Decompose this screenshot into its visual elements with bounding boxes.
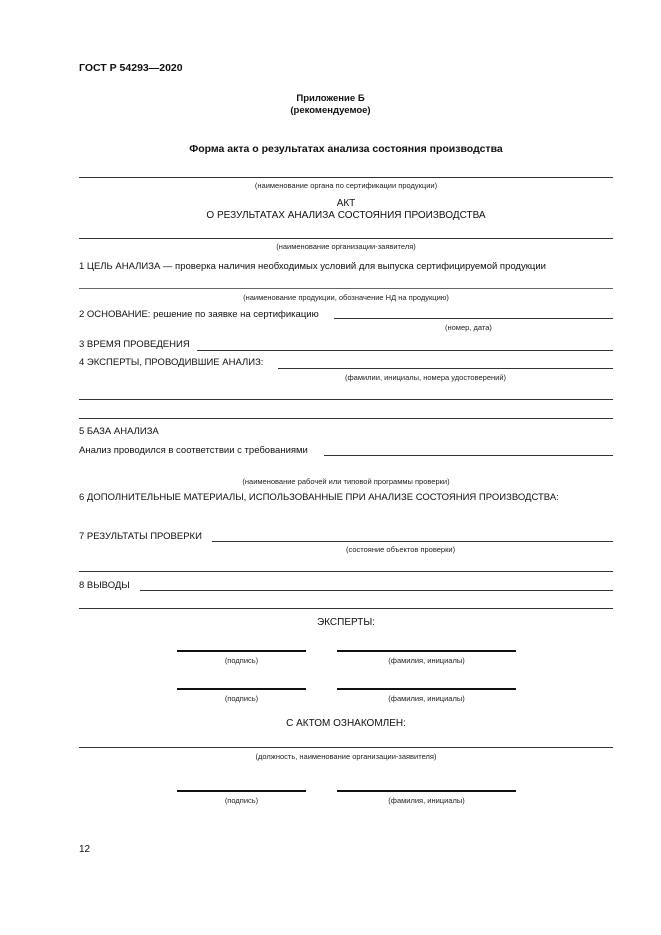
acquainted-heading: С АКТОМ ОЗНАКОМЛЕН: — [286, 718, 406, 729]
product-caption: (наименование продукции, обозначение НД на продукцию) — [243, 293, 449, 302]
position-org-caption: (должность, наименование организации-заявителя) — [255, 752, 437, 761]
time-line — [197, 350, 613, 351]
requirements-line — [324, 455, 613, 456]
signature-caption-1: (подпись) — [224, 656, 259, 665]
signature-caption-3: (подпись) — [224, 796, 259, 805]
act-subtitle: О РЕЗУЛЬТАТАХ АНАЛИЗА СОСТОЯНИЯ ПРОИЗВОДСТВА — [206, 210, 486, 221]
objects-state-caption: (состояние объектов проверки) — [346, 545, 456, 554]
program-caption: (наименование рабочей или типовой программы проверки) — [242, 477, 450, 486]
results-extra-line — [79, 571, 613, 572]
experts-line — [278, 368, 613, 369]
cert-body-caption: (наименование органа по сертификации продукции) — [254, 181, 438, 190]
appendix-subtitle: (рекомендуемое) — [290, 105, 371, 116]
signature-line-3 — [177, 790, 306, 792]
position-line — [79, 747, 613, 748]
experts-extra-line-2 — [79, 418, 613, 419]
section-8-label: 8 ВЫВОДЫ — [79, 580, 130, 591]
results-line — [212, 541, 613, 542]
section-7-label: 7 РЕЗУЛЬТАТЫ ПРОВЕРКИ — [79, 531, 202, 542]
section-5-text: Анализ проводился в соответствии с требованиями — [79, 445, 308, 456]
section-6-label: 6 ДОПОЛНИТЕЛЬНЫЕ МАТЕРИАЛЫ, ИСПОЛЬЗОВАННЫЕ ПРИ АНАЛИЗЕ СОСТОЯНИЯ ПРОИЗВОДСТВА: — [79, 492, 559, 503]
appendix-title: Приложение Б — [296, 93, 365, 104]
signature-caption-2: (подпись) — [224, 694, 259, 703]
name-caption-3: (фамилия, инициалы) — [388, 796, 465, 805]
signature-line-2 — [177, 688, 306, 690]
section-4-label: 4 ЭКСПЕРТЫ, ПРОВОДИВШИЕ АНАЛИЗ: — [79, 357, 264, 368]
name-line-1 — [337, 650, 516, 652]
name-caption-1: (фамилия, инициалы) — [388, 656, 465, 665]
basis-line — [334, 318, 613, 319]
org-caption: (наименование организации-заявителя) — [276, 242, 416, 251]
experts-info-caption: (фамилии, инициалы, номера удостоверений) — [345, 373, 507, 382]
cert-body-line — [79, 177, 613, 178]
section-2-label: 2 ОСНОВАНИЕ: решение по заявке на сертификацию — [79, 309, 319, 320]
section-3-label: 3 ВРЕМЯ ПРОВЕДЕНИЯ — [79, 339, 190, 350]
experts-extra-line-1 — [79, 399, 613, 400]
page-number: 12 — [79, 844, 91, 855]
number-date-caption: (номер, дата) — [445, 323, 492, 332]
product-line — [79, 288, 613, 289]
conclusions-line — [140, 590, 613, 591]
name-line-2 — [337, 688, 516, 690]
signature-line-1 — [177, 650, 306, 652]
name-line-3 — [337, 790, 516, 792]
section-1-label: 1 ЦЕЛЬ АНАЛИЗА — проверка наличия необходимых условий для выпуска сертифицируемой продукции — [79, 261, 546, 272]
experts-heading: ЭКСПЕРТЫ: — [317, 617, 375, 628]
conclusions-extra-line — [79, 608, 613, 609]
org-line — [79, 238, 613, 239]
act-title: АКТ — [336, 198, 356, 209]
section-5-label: 5 БАЗА АНАЛИЗА — [79, 426, 159, 437]
name-caption-2: (фамилия, инициалы) — [388, 694, 465, 703]
form-title: Форма акта о результатах анализа состояния производства — [189, 143, 503, 155]
standard-number: ГОСТ Р 54293—2020 — [79, 62, 183, 74]
